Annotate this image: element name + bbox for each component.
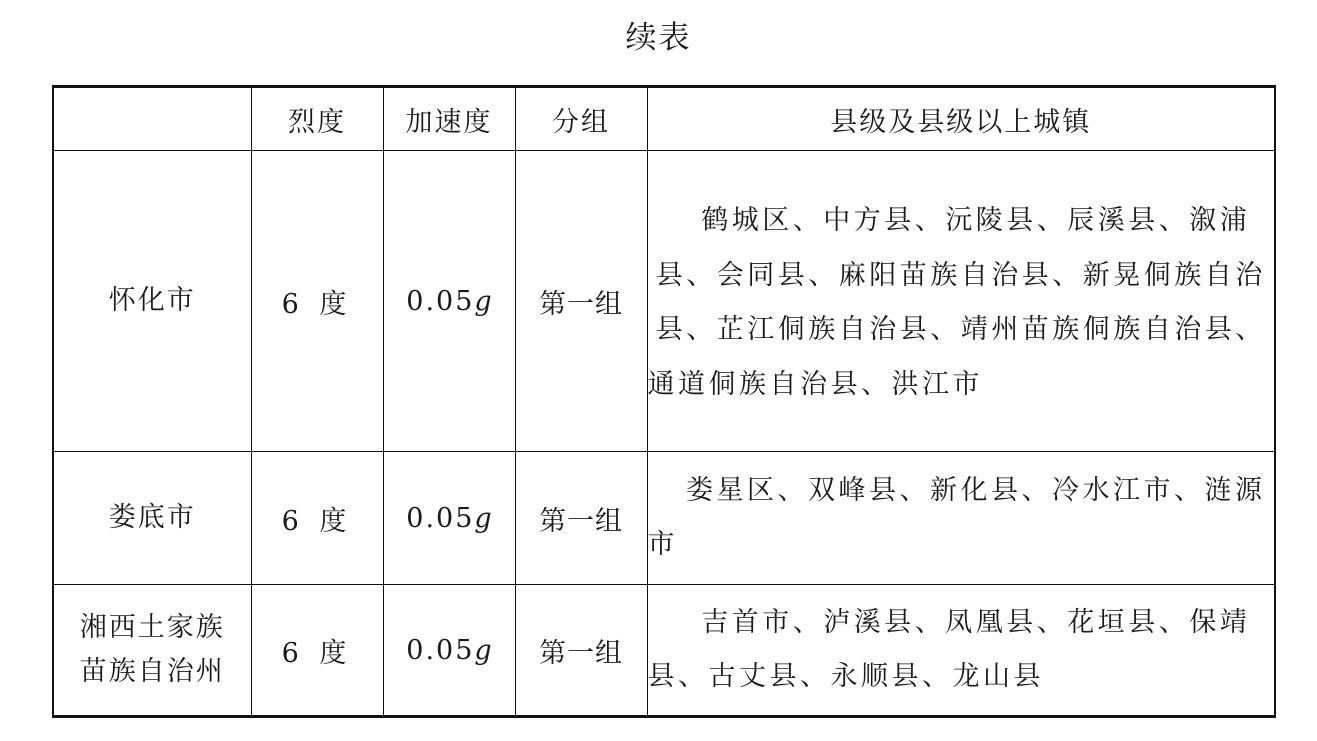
- towns-cell: [647, 585, 1275, 717]
- acceleration-cell: [383, 585, 515, 717]
- acceleration-value: 0.05: [406, 502, 475, 534]
- acceleration-value: 0.05: [406, 285, 475, 317]
- intensity-cell: 6 度: [251, 585, 383, 717]
- region-name-line: 怀化市: [108, 285, 196, 316]
- group-cell: 第一组: [515, 452, 647, 585]
- towns-text: 鹤城区、中方县、沅陵县、辰溪县、溆浦县、会同县、麻阳苗族自治县、新晃侗族自治县、芷江侗族自治县、靖州苗族侗族自治县、通道侗族自治县、洪江市: [647, 205, 1266, 400]
- acceleration-value: 0.05: [406, 634, 475, 666]
- region-name-line: 苗族自治州: [79, 656, 225, 687]
- header-acceleration: 加速度: [383, 87, 515, 151]
- header-towns: 县级及县级以上城镇: [647, 87, 1275, 151]
- group-cell: 第一组: [515, 585, 647, 717]
- acceleration-unit: g: [474, 285, 492, 317]
- acceleration-unit: g: [474, 634, 492, 666]
- table-caption: 续表: [625, 20, 692, 56]
- header-region: [53, 87, 251, 151]
- region-name-line: 娄底市: [108, 502, 196, 533]
- region-cell: [53, 585, 251, 717]
- header-group: 分组: [515, 87, 647, 151]
- towns-text: 娄星区、双峰县、新化县、冷水江市、涟源市: [647, 474, 1266, 560]
- region-cell: [53, 151, 251, 452]
- intensity-cell: 6 度: [251, 452, 383, 585]
- towns-cell: [647, 151, 1275, 452]
- towns-text: 吉首市、泸溪县、凤凰县、花垣县、保靖县、古丈县、永顺县、龙山县: [647, 606, 1251, 692]
- region-name-line: 湘西土家族: [79, 612, 225, 643]
- table-header-row: [53, 87, 1275, 151]
- acceleration-unit: g: [474, 502, 492, 534]
- intensity-cell: 6 度: [251, 151, 383, 452]
- acceleration-cell: [383, 452, 515, 585]
- group-cell: 第一组: [515, 151, 647, 452]
- table-row: [53, 585, 1275, 717]
- header-intensity: 烈度: [251, 87, 383, 151]
- region-cell: [53, 452, 251, 585]
- seismic-zone-table: [52, 85, 1276, 718]
- acceleration-cell: [383, 151, 515, 452]
- table-row: [53, 151, 1275, 452]
- towns-cell: [647, 452, 1275, 585]
- table-row: [53, 452, 1275, 585]
